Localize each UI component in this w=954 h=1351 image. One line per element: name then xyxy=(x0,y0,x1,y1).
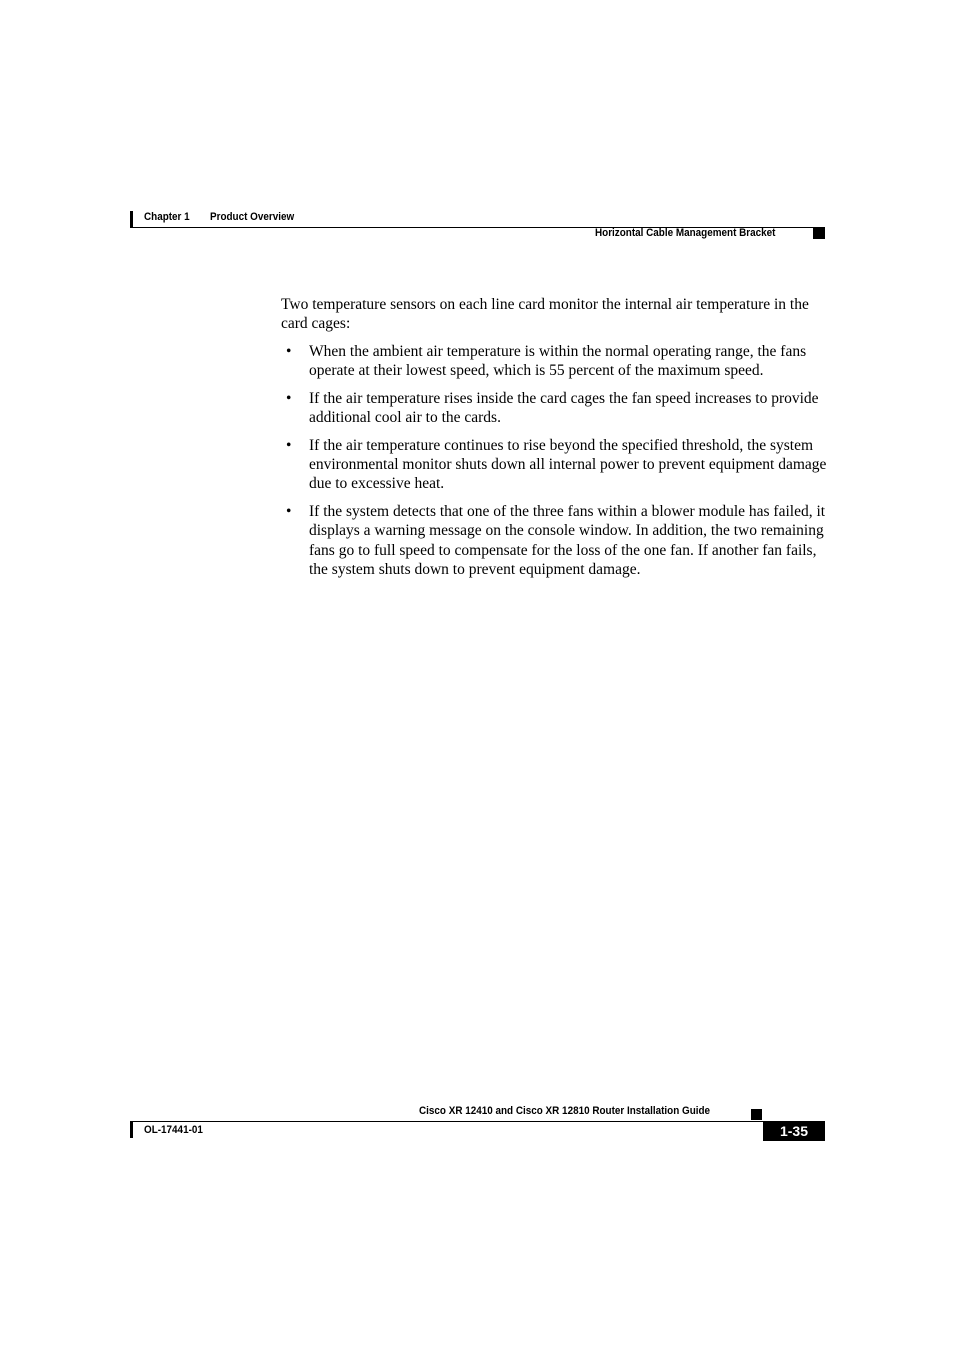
chapter-label: Chapter 1 xyxy=(144,211,190,223)
chapter-title: Product Overview xyxy=(210,211,295,223)
bullet-text: When the ambient air temperature is within the normal operating range, the fans operate at their lowest speed, which is 55 percent of the maximum speed. xyxy=(309,343,807,380)
list-item xyxy=(286,342,831,381)
guide-title: Cisco XR 12410 and Cisco XR 12810 Router Installation Guide xyxy=(419,1105,711,1117)
section-title: Horizontal Cable Management Bracket xyxy=(595,227,776,239)
header-right-block xyxy=(813,228,825,239)
bullet-icon: • xyxy=(286,343,292,360)
list-item xyxy=(286,436,831,494)
header-left-bar xyxy=(130,211,133,228)
doc-number: OL-17441-01 xyxy=(144,1124,203,1136)
bullet-text: If the system detects that one of the three fans within a blower module has failed, it displays a warning message on the console window. In addition, the two remaining fans go to full speed to compensate for the loss of the one fan. If another fan fails, the system shuts down to prevent equipment damage. xyxy=(309,502,826,579)
bullet-icon: • xyxy=(286,389,292,407)
bullet-text: If the air temperature continues to rise beyond the specified threshold, the system environmental monitor shuts down all internal power to prevent equipment damage due to excessive heat. xyxy=(309,436,827,493)
bullet-text: If the air temperature rises inside the card cages the fan speed increases to provide additional cool air to the cards. xyxy=(309,389,819,427)
footer-left-bar xyxy=(130,1121,133,1138)
bullet-icon: • xyxy=(286,502,292,520)
page-number: 1-35 xyxy=(763,1122,825,1141)
footer-rule xyxy=(130,1121,825,1122)
intro-paragraph: Two temperature sensors on each line card monitor the internal air temperature in the card cages: xyxy=(281,296,809,333)
footer-right-block xyxy=(751,1109,762,1120)
bullet-icon: • xyxy=(286,436,292,454)
list-item xyxy=(286,389,831,428)
bullet-list xyxy=(286,342,831,587)
list-item xyxy=(286,502,831,580)
